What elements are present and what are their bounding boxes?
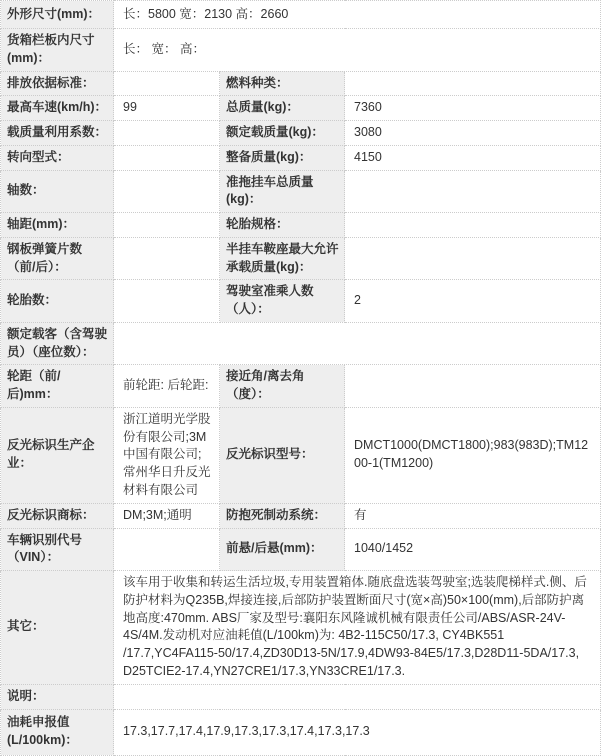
spec-label-load-utilization-factor: 载质量利用系数：	[1, 121, 114, 146]
spec-value-declared-fuel-consumption: 17.3,17.7,17.4,17.9,17.3,17.3,17.4,17.3,17.3	[114, 709, 601, 755]
table-row	[1, 684, 601, 709]
table-row	[1, 503, 601, 528]
spec-value-curb-weight: 4150	[345, 145, 601, 170]
spec-value-tire-count	[114, 280, 220, 323]
spec-value-trailer-total-mass	[345, 170, 601, 213]
spec-value-emission-standard	[114, 71, 220, 96]
spec-value-notes	[114, 684, 601, 709]
spec-value-fuel-type	[345, 71, 601, 96]
table-row	[1, 407, 601, 503]
spec-label-steering-type: 转向型式：	[1, 145, 114, 170]
spec-label-tire-count: 轮胎数：	[1, 280, 114, 323]
table-row	[1, 237, 601, 280]
spec-label-saddle-max-load: 半挂车鞍座最大允许承载质量(kg)：	[220, 237, 345, 280]
spec-label-abs-system: 防抱死制动系统：	[220, 503, 345, 528]
spec-label-rated-load-mass: 额定载质量(kg)：	[220, 121, 345, 146]
spec-label-max-speed: 最高车速(km/h)：	[1, 96, 114, 121]
spec-label-notes: 说明：	[1, 684, 114, 709]
spec-label-rated-passengers: 额定载客（含驾驶员）（座位数）：	[1, 322, 114, 365]
spec-label-tire-spec: 轮胎规格：	[220, 213, 345, 238]
spec-value-track-width: 前轮距: 后轮距:	[114, 365, 220, 408]
table-row	[1, 365, 601, 408]
spec-value-reflective-marking-manufacturer: 浙江道明光学股份有限公司;3M中国有限公司;常州华日升反光材料有限公司	[114, 407, 220, 503]
spec-value-cargo-box-inner-dimensions: 长： 宽： 高：	[114, 29, 601, 72]
spec-label-track-width: 轮距（前/后)mm：	[1, 365, 114, 408]
spec-value-steering-type	[114, 145, 220, 170]
spec-value-rated-load-mass: 3080	[345, 121, 601, 146]
spec-label-approach-departure-angle: 接近角/离去角（度）：	[220, 365, 345, 408]
spec-label-vin: 车辆识别代号（VIN）：	[1, 528, 114, 571]
table-row	[1, 170, 601, 213]
spec-value-reflective-marking-trademark: DM;3M;通明	[114, 503, 220, 528]
spec-label-exterior-dimensions: 外形尺寸(mm)：	[1, 1, 114, 29]
spec-label-cab-seating: 驾驶室准乘人数（人）：	[220, 280, 345, 323]
spec-label-fuel-type: 燃料种类：	[220, 71, 345, 96]
spec-value-abs-system: 有	[345, 503, 601, 528]
spec-label-front-rear-overhang: 前悬/后悬(mm)：	[220, 528, 345, 571]
spec-label-emission-standard: 排放依据标准：	[1, 71, 114, 96]
spec-value-other: 该车用于收集和转运生活垃圾,专用装置箱体.随底盘选装驾驶室;选装爬梯样式.侧、后防护材料为Q235B,焊接连接,后部防护装置断面尺寸(宽×高)50×100(mm),后部防护离地高度:470mm. ABS厂家及型号:襄阳东风隆诚机械有限责任公司/ABS/ASR-24V-4S/4M.发动机对应油耗值(L/100km)为: 4B2-115C50/17.3, CY4BK551 /17.7,YC4FA115-50/17.4,ZD30D13-5N/17.9,4DW93-84E5/17.3,D28D11-5DA/17.3, D25TCIE2-17.4,YN27CRE1/17.3,YN33CRE1/17.3.	[114, 571, 601, 685]
table-row	[1, 121, 601, 146]
spec-label-declared-fuel-consumption: 油耗申报值(L/100km)：	[1, 709, 114, 755]
spec-label-other: 其它：	[1, 571, 114, 685]
table-row	[1, 1, 601, 29]
spec-label-wheelbase: 轴距(mm)：	[1, 213, 114, 238]
spec-label-reflective-marking-manufacturer: 反光标识生产企业：	[1, 407, 114, 503]
spec-value-approach-departure-angle	[345, 365, 601, 408]
spec-label-axle-count: 轴数：	[1, 170, 114, 213]
spec-value-load-utilization-factor	[114, 121, 220, 146]
spec-value-vin	[114, 528, 220, 571]
spec-label-leaf-spring-count: 钢板弹簧片数（前/后）：	[1, 237, 114, 280]
table-row	[1, 709, 601, 755]
spec-label-curb-weight: 整备质量(kg)：	[220, 145, 345, 170]
table-row	[1, 29, 601, 72]
table-row	[1, 322, 601, 365]
spec-value-reflective-marking-model: DMCT1000(DMCT1800);983(983D);TM1200-1(TM1200)	[345, 407, 601, 503]
spec-value-rated-passengers	[114, 322, 601, 365]
spec-value-tire-spec	[345, 213, 601, 238]
spec-value-total-mass: 7360	[345, 96, 601, 121]
table-row	[1, 280, 601, 323]
spec-value-saddle-max-load	[345, 237, 601, 280]
table-row	[1, 528, 601, 571]
table-row	[1, 145, 601, 170]
spec-label-cargo-box-inner-dimensions: 货箱栏板内尺寸(mm)：	[1, 29, 114, 72]
spec-value-front-rear-overhang: 1040/1452	[345, 528, 601, 571]
spec-label-reflective-marking-trademark: 反光标识商标：	[1, 503, 114, 528]
spec-label-trailer-total-mass: 准拖挂车总质量(kg)：	[220, 170, 345, 213]
spec-value-leaf-spring-count	[114, 237, 220, 280]
spec-value-axle-count	[114, 170, 220, 213]
table-row	[1, 71, 601, 96]
table-row	[1, 96, 601, 121]
spec-value-cab-seating: 2	[345, 280, 601, 323]
spec-value-wheelbase	[114, 213, 220, 238]
spec-label-reflective-marking-model: 反光标识型号：	[220, 407, 345, 503]
spec-label-total-mass: 总质量(kg)：	[220, 96, 345, 121]
spec-value-exterior-dimensions: 长：5800 宽：2130 高：2660	[114, 1, 601, 29]
table-row	[1, 213, 601, 238]
table-row	[1, 571, 601, 685]
spec-value-max-speed: 99	[114, 96, 220, 121]
